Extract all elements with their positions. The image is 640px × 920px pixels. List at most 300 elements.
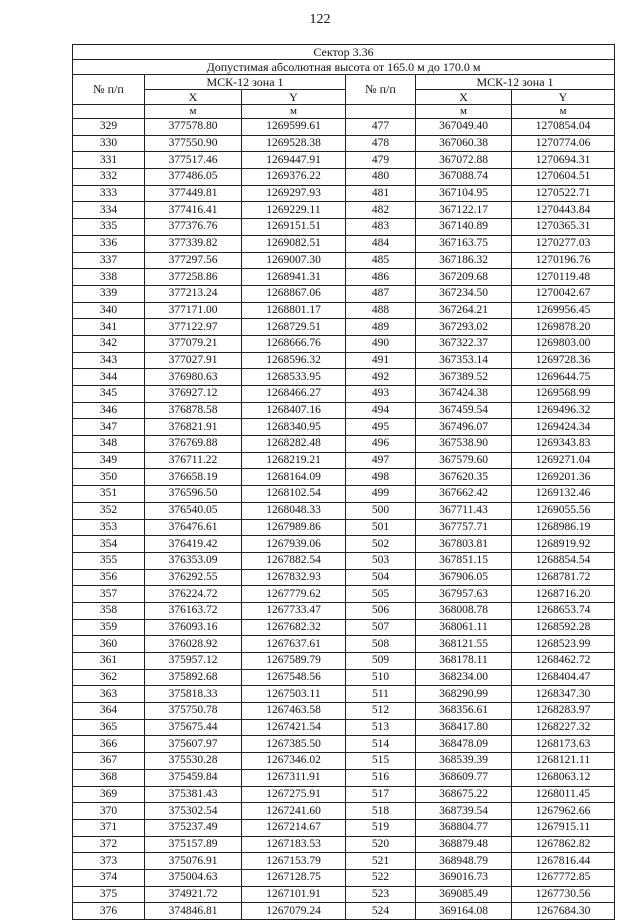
cell-num-right: 494 <box>346 402 416 419</box>
cell-y-right: 1267962.66 <box>512 803 615 820</box>
cell-x-left: 376419.42 <box>145 536 242 553</box>
table-row <box>73 419 615 436</box>
table-row <box>73 586 615 603</box>
cell-y-right: 1269568.99 <box>512 386 615 403</box>
cell-num-left: 365 <box>73 719 145 736</box>
cell-num-right: 493 <box>346 386 416 403</box>
cell-x-left: 375004.63 <box>145 869 242 886</box>
cell-x-right: 367049.40 <box>416 119 512 136</box>
cell-y-left: 1268164.09 <box>242 469 346 486</box>
cell-x-right: 367088.74 <box>416 169 512 186</box>
cell-x-left: 376927.12 <box>145 386 242 403</box>
cell-y-left: 1268219.21 <box>242 452 346 469</box>
cell-y-left: 1268102.54 <box>242 486 346 503</box>
cell-y-left: 1268407.16 <box>242 402 346 419</box>
table-row <box>73 886 615 903</box>
y-header-left: Y <box>242 90 346 105</box>
cell-x-right: 367711.43 <box>416 502 512 519</box>
cell-x-left: 375607.97 <box>145 736 242 753</box>
cell-x-right: 367163.75 <box>416 235 512 252</box>
cell-num-left: 368 <box>73 769 145 786</box>
cell-y-right: 1268121.11 <box>512 753 615 770</box>
cell-num-left: 352 <box>73 502 145 519</box>
cell-x-right: 367389.52 <box>416 369 512 386</box>
table-row <box>73 169 615 186</box>
unit-x-right: м <box>416 105 512 119</box>
cell-x-right: 367140.89 <box>416 219 512 236</box>
cell-y-left: 1267503.11 <box>242 686 346 703</box>
cell-num-left: 349 <box>73 452 145 469</box>
table-row <box>73 819 615 836</box>
cell-y-right: 1270604.51 <box>512 169 615 186</box>
cell-num-right: 520 <box>346 836 416 853</box>
cell-x-right: 367122.17 <box>416 202 512 219</box>
cell-x-left: 377213.24 <box>145 285 242 302</box>
cell-x-left: 377449.81 <box>145 185 242 202</box>
cell-y-right: 1269803.00 <box>512 335 615 352</box>
cell-x-right: 368061.11 <box>416 619 512 636</box>
cell-num-left: 341 <box>73 319 145 336</box>
zone-header-right: МСК-12 зона 1 <box>416 75 615 90</box>
cell-y-left: 1267183.53 <box>242 836 346 853</box>
cell-num-left: 332 <box>73 169 145 186</box>
cell-y-right: 1267730.56 <box>512 886 615 903</box>
cell-y-left: 1269297.93 <box>242 185 346 202</box>
cell-num-left: 360 <box>73 636 145 653</box>
cell-x-right: 367072.88 <box>416 152 512 169</box>
cell-num-right: 510 <box>346 669 416 686</box>
cell-y-right: 1269956.45 <box>512 302 615 319</box>
cell-x-left: 377122.97 <box>145 319 242 336</box>
cell-x-right: 368008.78 <box>416 602 512 619</box>
table-body <box>73 119 615 920</box>
table-row <box>73 619 615 636</box>
table-row <box>73 219 615 236</box>
cell-x-right: 368609.77 <box>416 769 512 786</box>
coordinates-table <box>72 44 615 920</box>
cell-x-right: 368121.55 <box>416 636 512 653</box>
cell-num-right: 486 <box>346 269 416 286</box>
cell-num-right: 519 <box>346 819 416 836</box>
cell-y-right: 1270196.76 <box>512 252 615 269</box>
cell-y-right: 1269343.83 <box>512 436 615 453</box>
table-row <box>73 602 615 619</box>
cell-y-left: 1267779.62 <box>242 586 346 603</box>
cell-x-right: 368417.80 <box>416 719 512 736</box>
cell-x-right: 368739.54 <box>416 803 512 820</box>
cell-x-right: 367459.54 <box>416 402 512 419</box>
table-row <box>73 636 615 653</box>
table-row <box>73 402 615 419</box>
cell-x-right: 367424.38 <box>416 386 512 403</box>
cell-num-right: 514 <box>346 736 416 753</box>
cell-x-left: 376353.09 <box>145 552 242 569</box>
cell-y-right: 1269878.20 <box>512 319 615 336</box>
cell-num-left: 338 <box>73 269 145 286</box>
cell-y-right: 1270774.06 <box>512 135 615 152</box>
cell-x-left: 376878.58 <box>145 402 242 419</box>
table-row <box>73 386 615 403</box>
table-row <box>73 769 615 786</box>
table-row <box>73 302 615 319</box>
cell-num-right: 480 <box>346 169 416 186</box>
cell-num-left: 335 <box>73 219 145 236</box>
cell-x-right: 369085.49 <box>416 886 512 903</box>
cell-num-left: 343 <box>73 352 145 369</box>
cell-x-left: 376540.05 <box>145 502 242 519</box>
cell-num-left: 334 <box>73 202 145 219</box>
table-row <box>73 803 615 820</box>
cell-y-right: 1268592.28 <box>512 619 615 636</box>
cell-y-right: 1267816.44 <box>512 853 615 870</box>
cell-num-left: 348 <box>73 436 145 453</box>
cell-y-right: 1269644.75 <box>512 369 615 386</box>
cell-x-right: 367662.42 <box>416 486 512 503</box>
cell-x-right: 367851.15 <box>416 552 512 569</box>
cell-num-right: 485 <box>346 252 416 269</box>
cell-num-right: 483 <box>346 219 416 236</box>
zone-header-left: МСК-12 зона 1 <box>145 75 346 90</box>
cell-y-left: 1267589.79 <box>242 653 346 670</box>
cell-num-left: 344 <box>73 369 145 386</box>
cell-y-right: 1268011.45 <box>512 786 615 803</box>
table-row <box>73 686 615 703</box>
cell-x-left: 376163.72 <box>145 602 242 619</box>
cell-y-left: 1268340.95 <box>242 419 346 436</box>
cell-num-left: 337 <box>73 252 145 269</box>
cell-x-right: 367496.07 <box>416 419 512 436</box>
cell-num-right: 496 <box>346 436 416 453</box>
table-row <box>73 569 615 586</box>
cell-num-right: 499 <box>346 486 416 503</box>
cell-num-left: 340 <box>73 302 145 319</box>
unit-blank-left <box>73 105 145 119</box>
cell-y-right: 1268227.32 <box>512 719 615 736</box>
table-row <box>73 853 615 870</box>
cell-num-left: 371 <box>73 819 145 836</box>
table-row <box>73 135 615 152</box>
cell-x-left: 375381.43 <box>145 786 242 803</box>
cell-y-right: 1268404.47 <box>512 669 615 686</box>
cell-x-left: 375818.33 <box>145 686 242 703</box>
cell-x-left: 374846.81 <box>145 903 242 920</box>
cell-num-right: 523 <box>346 886 416 903</box>
table-row <box>73 653 615 670</box>
table-row <box>73 235 615 252</box>
cell-y-right: 1268283.97 <box>512 703 615 720</box>
cell-x-right: 367104.95 <box>416 185 512 202</box>
cell-x-right: 369164.08 <box>416 903 512 920</box>
cell-y-right: 1270854.04 <box>512 119 615 136</box>
cell-y-right: 1269728.36 <box>512 352 615 369</box>
cell-x-left: 376658.19 <box>145 469 242 486</box>
cell-y-left: 1269082.51 <box>242 235 346 252</box>
cell-x-left: 375957.12 <box>145 653 242 670</box>
cell-y-right: 1270522.71 <box>512 185 615 202</box>
cell-y-right: 1269424.34 <box>512 419 615 436</box>
cell-num-left: 370 <box>73 803 145 820</box>
cell-y-right: 1268173.63 <box>512 736 615 753</box>
cell-x-left: 376292.55 <box>145 569 242 586</box>
cell-y-right: 1268523.99 <box>512 636 615 653</box>
cell-x-right: 367757.71 <box>416 519 512 536</box>
cell-x-left: 377027.91 <box>145 352 242 369</box>
cell-num-right: 479 <box>346 152 416 169</box>
table-row <box>73 703 615 720</box>
cell-num-right: 504 <box>346 569 416 586</box>
cell-num-right: 487 <box>346 285 416 302</box>
cell-x-left: 375675.44 <box>145 719 242 736</box>
cell-num-right: 495 <box>346 419 416 436</box>
table-row <box>73 486 615 503</box>
cell-num-right: 508 <box>346 636 416 653</box>
cell-x-left: 376028.92 <box>145 636 242 653</box>
cell-y-left: 1267241.60 <box>242 803 346 820</box>
table-row <box>73 185 615 202</box>
cell-x-left: 375237.49 <box>145 819 242 836</box>
cell-x-left: 375302.54 <box>145 803 242 820</box>
sector-title: Сектор 3.36 <box>73 45 615 60</box>
cell-y-left: 1267214.67 <box>242 819 346 836</box>
cell-num-left: 372 <box>73 836 145 853</box>
cell-num-right: 477 <box>346 119 416 136</box>
cell-y-right: 1268716.20 <box>512 586 615 603</box>
cell-y-right: 1269496.32 <box>512 402 615 419</box>
cell-y-left: 1269229.11 <box>242 202 346 219</box>
cell-num-left: 351 <box>73 486 145 503</box>
cell-num-left: 363 <box>73 686 145 703</box>
cell-y-right: 1269055.56 <box>512 502 615 519</box>
cell-num-left: 339 <box>73 285 145 302</box>
cell-y-right: 1268919.92 <box>512 536 615 553</box>
table-row <box>73 669 615 686</box>
cell-num-left: 356 <box>73 569 145 586</box>
cell-y-left: 1267275.91 <box>242 786 346 803</box>
unit-y-left: м <box>242 105 346 119</box>
cell-num-left: 330 <box>73 135 145 152</box>
table-row <box>73 252 615 269</box>
cell-y-left: 1267882.54 <box>242 552 346 569</box>
cell-num-right: 506 <box>346 602 416 619</box>
cell-y-left: 1267385.50 <box>242 736 346 753</box>
table-row <box>73 502 615 519</box>
table-row <box>73 335 615 352</box>
cell-num-right: 488 <box>346 302 416 319</box>
table-row <box>73 285 615 302</box>
cell-num-left: 376 <box>73 903 145 920</box>
cell-num-right: 482 <box>346 202 416 219</box>
cell-x-right: 368478.09 <box>416 736 512 753</box>
cell-y-left: 1268941.31 <box>242 269 346 286</box>
cell-x-right: 367209.68 <box>416 269 512 286</box>
unit-y-right: м <box>512 105 615 119</box>
cell-y-right: 1268347.30 <box>512 686 615 703</box>
cell-x-left: 376711.22 <box>145 452 242 469</box>
cell-num-right: 490 <box>346 335 416 352</box>
cell-num-right: 498 <box>346 469 416 486</box>
x-header-left: X <box>145 90 242 105</box>
table-row <box>73 736 615 753</box>
cell-num-left: 329 <box>73 119 145 136</box>
table-row <box>73 469 615 486</box>
cell-num-right: 522 <box>346 869 416 886</box>
cell-x-right: 367906.05 <box>416 569 512 586</box>
cell-y-right: 1267684.30 <box>512 903 615 920</box>
cell-y-left: 1268729.51 <box>242 319 346 336</box>
cell-num-right: 501 <box>346 519 416 536</box>
cell-y-left: 1269528.38 <box>242 135 346 152</box>
cell-x-right: 367264.21 <box>416 302 512 319</box>
cell-num-left: 358 <box>73 602 145 619</box>
cell-x-right: 367293.02 <box>416 319 512 336</box>
cell-num-right: 505 <box>346 586 416 603</box>
cell-y-left: 1269599.61 <box>242 119 346 136</box>
cell-y-left: 1267939.06 <box>242 536 346 553</box>
table-row <box>73 786 615 803</box>
cell-y-left: 1267311.91 <box>242 769 346 786</box>
unit-x-left: м <box>145 105 242 119</box>
cell-num-right: 511 <box>346 686 416 703</box>
cell-x-right: 367957.63 <box>416 586 512 603</box>
table-row <box>73 552 615 569</box>
cell-num-left: 350 <box>73 469 145 486</box>
cell-y-left: 1268048.33 <box>242 502 346 519</box>
cell-x-left: 377416.41 <box>145 202 242 219</box>
cell-x-right: 367620.35 <box>416 469 512 486</box>
cell-x-left: 375892.68 <box>145 669 242 686</box>
cell-num-right: 518 <box>346 803 416 820</box>
cell-num-right: 492 <box>346 369 416 386</box>
cell-x-right: 368234.00 <box>416 669 512 686</box>
cell-x-left: 376476.61 <box>145 519 242 536</box>
cell-y-left: 1268282.48 <box>242 436 346 453</box>
cell-y-right: 1268462.72 <box>512 653 615 670</box>
num-header-right: № п/п <box>346 75 416 105</box>
cell-y-left: 1268466.27 <box>242 386 346 403</box>
table-row <box>73 319 615 336</box>
cell-num-left: 359 <box>73 619 145 636</box>
table-row <box>73 519 615 536</box>
cell-num-left: 355 <box>73 552 145 569</box>
cell-num-right: 489 <box>346 319 416 336</box>
cell-x-left: 375459.84 <box>145 769 242 786</box>
cell-x-right: 368356.61 <box>416 703 512 720</box>
cell-num-left: 353 <box>73 519 145 536</box>
cell-x-left: 374921.72 <box>145 886 242 903</box>
cell-num-left: 342 <box>73 335 145 352</box>
cell-y-left: 1268801.17 <box>242 302 346 319</box>
cell-num-left: 333 <box>73 185 145 202</box>
cell-num-left: 361 <box>73 653 145 670</box>
cell-x-right: 368948.79 <box>416 853 512 870</box>
cell-num-right: 497 <box>346 452 416 469</box>
cell-num-right: 481 <box>346 185 416 202</box>
cell-y-left: 1269376.22 <box>242 169 346 186</box>
cell-x-left: 375530.28 <box>145 753 242 770</box>
cell-y-left: 1267101.91 <box>242 886 346 903</box>
cell-x-right: 367322.37 <box>416 335 512 352</box>
table-row <box>73 269 615 286</box>
cell-y-left: 1267153.79 <box>242 853 346 870</box>
cell-x-right: 367234.50 <box>416 285 512 302</box>
cell-num-right: 478 <box>346 135 416 152</box>
cell-x-left: 375750.78 <box>145 703 242 720</box>
cell-y-right: 1269201.36 <box>512 469 615 486</box>
cell-num-right: 512 <box>346 703 416 720</box>
table-row <box>73 119 615 136</box>
cell-y-left: 1267832.93 <box>242 569 346 586</box>
cell-num-left: 369 <box>73 786 145 803</box>
cell-y-left: 1267079.24 <box>242 903 346 920</box>
cell-y-right: 1267915.11 <box>512 819 615 836</box>
cell-y-right: 1270119.48 <box>512 269 615 286</box>
cell-x-left: 377550.90 <box>145 135 242 152</box>
table-row <box>73 719 615 736</box>
cell-x-right: 367060.38 <box>416 135 512 152</box>
cell-num-left: 346 <box>73 402 145 419</box>
cell-num-left: 367 <box>73 753 145 770</box>
table-row <box>73 903 615 920</box>
cell-x-left: 376980.63 <box>145 369 242 386</box>
cell-x-left: 376821.91 <box>145 419 242 436</box>
table-row <box>73 869 615 886</box>
cell-x-left: 377486.05 <box>145 169 242 186</box>
cell-x-left: 377376.76 <box>145 219 242 236</box>
cell-num-left: 347 <box>73 419 145 436</box>
table-row <box>73 352 615 369</box>
cell-num-right: 502 <box>346 536 416 553</box>
cell-num-left: 362 <box>73 669 145 686</box>
cell-x-right: 368178.11 <box>416 653 512 670</box>
cell-x-right: 368290.99 <box>416 686 512 703</box>
table-row <box>73 202 615 219</box>
cell-y-left: 1267989.86 <box>242 519 346 536</box>
table-row <box>73 436 615 453</box>
cell-num-right: 484 <box>346 235 416 252</box>
cell-num-right: 500 <box>346 502 416 519</box>
cell-y-right: 1270443.84 <box>512 202 615 219</box>
table-row <box>73 836 615 853</box>
cell-x-right: 367803.81 <box>416 536 512 553</box>
cell-y-right: 1270694.31 <box>512 152 615 169</box>
cell-y-right: 1270042.67 <box>512 285 615 302</box>
table-row <box>73 452 615 469</box>
cell-num-left: 331 <box>73 152 145 169</box>
cell-num-right: 517 <box>346 786 416 803</box>
cell-num-left: 366 <box>73 736 145 753</box>
cell-num-right: 507 <box>346 619 416 636</box>
cell-x-left: 375076.91 <box>145 853 242 870</box>
table-row <box>73 369 615 386</box>
cell-y-left: 1269151.51 <box>242 219 346 236</box>
cell-num-left: 374 <box>73 869 145 886</box>
page-number: 122 <box>309 12 331 27</box>
cell-x-right: 368539.39 <box>416 753 512 770</box>
y-header-right: Y <box>512 90 615 105</box>
cell-x-left: 376093.16 <box>145 619 242 636</box>
cell-x-left: 377297.56 <box>145 252 242 269</box>
cell-num-right: 503 <box>346 552 416 569</box>
cell-x-right: 367579.60 <box>416 452 512 469</box>
cell-x-left: 377578.80 <box>145 119 242 136</box>
cell-x-right: 369016.73 <box>416 869 512 886</box>
cell-num-right: 524 <box>346 903 416 920</box>
height-range: Допустимая абсолютная высота от 165.0 м до 170.0 м <box>73 60 615 75</box>
cell-x-left: 377339.82 <box>145 235 242 252</box>
cell-y-left: 1267682.32 <box>242 619 346 636</box>
cell-x-left: 376596.50 <box>145 486 242 503</box>
table-row <box>73 753 615 770</box>
